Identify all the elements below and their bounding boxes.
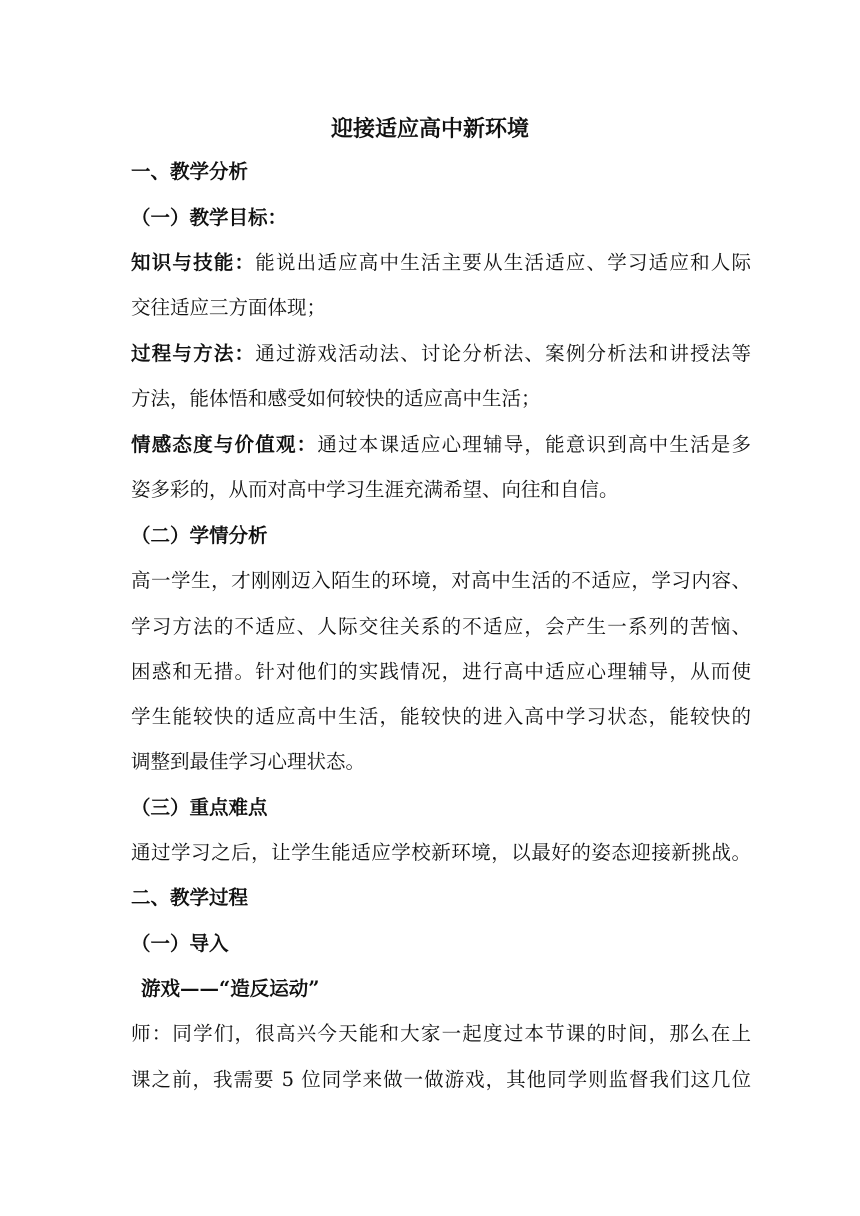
subheading-student-analysis: （二）学情分析 bbox=[131, 524, 268, 547]
goal-process-line-1 bbox=[131, 341, 751, 367]
goal-process-line-2: 方法，能体悟和感受如何较快的适应高中生活； bbox=[131, 387, 541, 410]
goal-knowledge-label: 知识与技能： bbox=[131, 251, 256, 274]
analysis-line: 调整到最佳学习心理状态。 bbox=[131, 750, 366, 773]
section-heading-teaching-process: 二、教学过程 bbox=[131, 886, 249, 909]
analysis-line: 困惑和无措。针对他们的实践情况，进行高中适应心理辅导，从而使 bbox=[131, 660, 751, 683]
teacher-line: 课之前，我需要 5 位同学来做一做游戏，其他同学则监督我们这几位 bbox=[131, 1068, 751, 1091]
goal-emotion-label: 情感态度与价值观： bbox=[131, 433, 318, 456]
subheading-introduction: （一）导入 bbox=[131, 932, 229, 955]
document-title: 迎接适应高中新环境 bbox=[330, 116, 529, 142]
analysis-line: 学生能较快的适应高中生活，能较快的进入高中学习状态，能较快的 bbox=[131, 705, 751, 728]
goal-emotion-line-1 bbox=[131, 432, 751, 458]
game-title: 游戏——“造反运动” bbox=[141, 977, 320, 1000]
analysis-line: 高一学生，才刚刚迈入陌生的环境，对高中生活的不适应，学习内容、 bbox=[131, 569, 751, 592]
subheading-key-points: （三）重点难点 bbox=[131, 796, 268, 819]
goal-knowledge-line-1 bbox=[131, 250, 751, 276]
section-heading-teaching-analysis: 一、教学分析 bbox=[131, 160, 249, 183]
goal-emotion-line-2: 姿多彩的，从而对高中学习生涯充满希望、向往和自信。 bbox=[131, 478, 619, 501]
goal-emotion-text-1: 通过本课适应心理辅导，能意识到高中生活是多 bbox=[317, 433, 751, 456]
teacher-line: 师：同学们，很高兴今天能和大家一起度过本节课的时间，那么在上 bbox=[131, 1022, 751, 1045]
analysis-line: 学习方法的不适应、人际交往关系的不适应，会产生一系列的苦恼、 bbox=[131, 615, 751, 638]
goal-knowledge-line-2: 交往适应三方面体现； bbox=[131, 296, 327, 319]
goal-knowledge-text-1: 能说出适应高中生活主要从生活适应、学习适应和人际 bbox=[255, 251, 751, 274]
goal-process-label: 过程与方法： bbox=[131, 342, 256, 365]
subheading-teaching-goals: （一）教学目标： bbox=[131, 206, 288, 229]
key-point-text: 通过学习之后，让学生能适应学校新环境，以最好的姿态迎接新挑战。 bbox=[131, 841, 751, 864]
goal-process-text-1: 通过游戏活动法、讨论分析法、案例分析法和讲授法等 bbox=[255, 342, 751, 365]
